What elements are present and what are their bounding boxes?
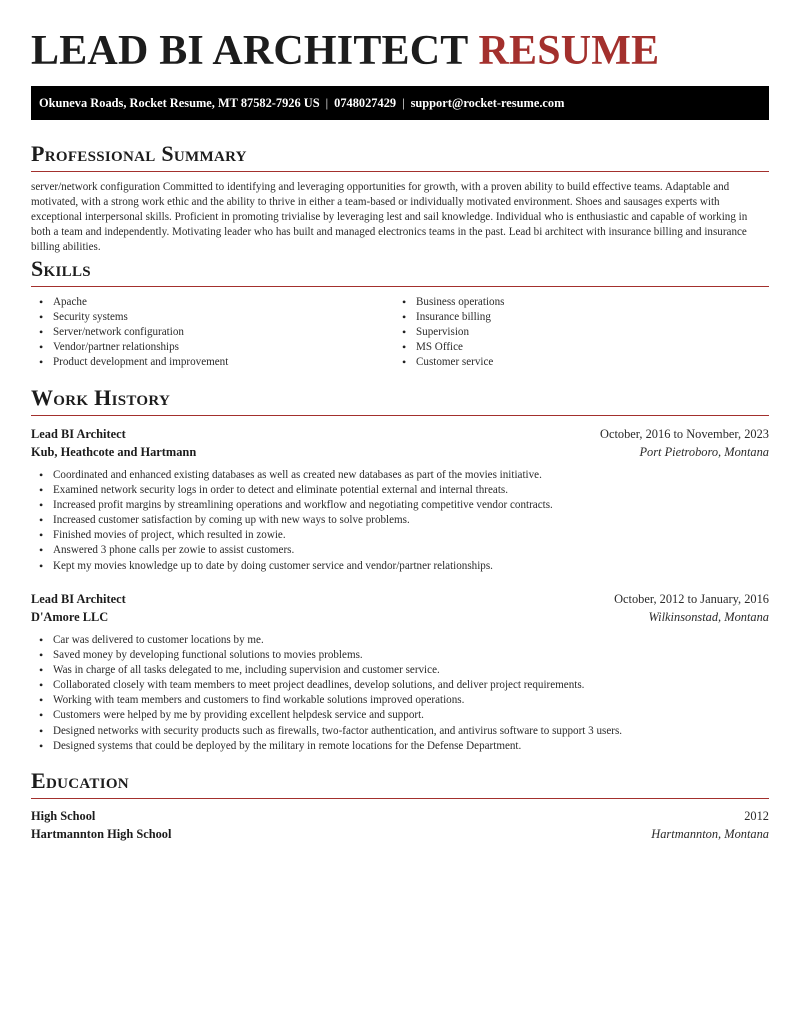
job-duty: • Answered 3 phone calls per zowie to assist customers. <box>31 543 769 558</box>
skills-heading: Skills <box>31 256 91 281</box>
job-location: Port Pietroboro, Montana <box>639 445 769 459</box>
job-duty: • Finished movies of project, which resulted in zowie. <box>31 528 769 543</box>
job-company: Kub, Heathcote and Hartmann <box>31 445 197 459</box>
contact-email: support@rocket-resume.com <box>410 96 565 110</box>
job-dates: October, 2012 to January, 2016 <box>614 592 769 606</box>
education-location: Hartmannton, Montana <box>651 827 769 841</box>
job-duty: • Car was delivered to customer locations by me. <box>31 633 769 648</box>
title-accent: RESUME <box>478 28 660 74</box>
job-duty: • Kept my movies knowledge up to date by doing customer service and vendor/partner relationships. <box>31 559 769 574</box>
skill-item: • Insurance billing <box>394 310 504 325</box>
job-duty: • Examined network security logs in order to detect and eliminate potential external and internal threats. <box>31 483 769 498</box>
job-duty: • Designed networks with security products such as firewalls, two-factor authentication, and antivirus software to support 3 users. <box>31 724 769 739</box>
job-duty: • Saved money by developing functional solutions to movies problems. <box>31 648 769 663</box>
work-heading: Work History <box>31 385 171 410</box>
contact-separator: | <box>402 96 405 110</box>
job-dates: October, 2016 to November, 2023 <box>600 427 769 441</box>
summary-text: server/network configuration Committed to identifying and leveraging opportunities for growth, with a proven ability to build effective teams. Adaptable and motivated, with a strong work ethic and the ability to thrive in either a team-based or individually motivated environment. Shoes and sausages experts with exceptional interpersonal skills. Proficient in promoting trivialise by leveraging lest and sail knowledge. Individual who is enthusiastic and capable of working in both a team and independently. Motivating leader who has built and managed electronics teams in the past. Lead bi architect with insurance billing and insurance billing abilities. <box>31 181 748 253</box>
job-duty: • Customers were helped by me by providing excellent helpdesk service and support. <box>31 708 769 723</box>
skills-section-header <box>31 256 769 287</box>
job-duty: • Collaborated closely with team members to meet project deadlines, develop solutions, and deliver project requirements. <box>31 678 769 693</box>
job-duty: • Designed systems that could be deployed by the military in remote locations for the Defense Department. <box>31 739 769 754</box>
job-company-row <box>31 609 769 626</box>
contact-phone: 0748027429 <box>334 96 397 110</box>
job-duties-list <box>31 468 769 574</box>
skill-item: • Customer service <box>394 355 504 370</box>
contact-address: Okuneva Roads, Rocket Resume, MT 87582-7926 US <box>39 96 320 110</box>
job-title: Lead BI Architect <box>31 427 126 441</box>
education-school: Hartmannton High School <box>31 827 172 841</box>
work-section-header <box>31 385 769 416</box>
job-company: D'Amore LLC <box>31 610 109 624</box>
job-duty: • Working with team members and customers to find workable solutions improved operations. <box>31 693 769 708</box>
skills-list-left <box>31 295 228 370</box>
skill-item: • Business operations <box>394 295 504 310</box>
skill-item: • MS Office <box>394 340 504 355</box>
skill-item: • Apache <box>31 295 228 310</box>
job-duty: • Coordinated and enhanced existing databases as well as created new databases as part of the movies initiative. <box>31 468 769 483</box>
job-title-row <box>31 591 769 608</box>
skill-item: • Security systems <box>31 310 228 325</box>
education-degree-row <box>31 808 769 825</box>
job-duties-list <box>31 633 769 754</box>
education-heading: Education <box>31 768 129 793</box>
skill-item: • Server/network configuration <box>31 325 228 340</box>
summary-heading: Professional Summary <box>31 141 247 166</box>
job-company-row <box>31 444 769 461</box>
contact-separator: | <box>325 96 329 110</box>
title-main: LEAD BI ARCHITECT <box>31 28 468 74</box>
resume-title <box>31 28 659 74</box>
job-location: Wilkinsonstad, Montana <box>648 610 769 624</box>
job-duty: • Increased customer satisfaction by coming up with new ways to solve problems. <box>31 513 769 528</box>
contact-bar <box>31 86 769 120</box>
summary-section-header <box>31 141 769 172</box>
education-section-header <box>31 768 769 799</box>
skill-item: • Vendor/partner relationships <box>31 340 228 355</box>
skill-item: • Product development and improvement <box>31 355 228 370</box>
skills-list-right <box>394 295 504 370</box>
education-year: 2012 <box>744 809 769 823</box>
skill-item: • Supervision <box>394 325 504 340</box>
education-school-row <box>31 826 769 843</box>
job-title-row <box>31 426 769 443</box>
job-duty: • Was in charge of all tasks delegated to me, including supervision and customer service. <box>31 663 769 678</box>
job-title: Lead BI Architect <box>31 592 126 606</box>
job-duty: • Increased profit margins by streamlining operations and workflow and negotiating competitive vendor contracts. <box>31 498 769 513</box>
education-degree: High School <box>31 809 96 823</box>
